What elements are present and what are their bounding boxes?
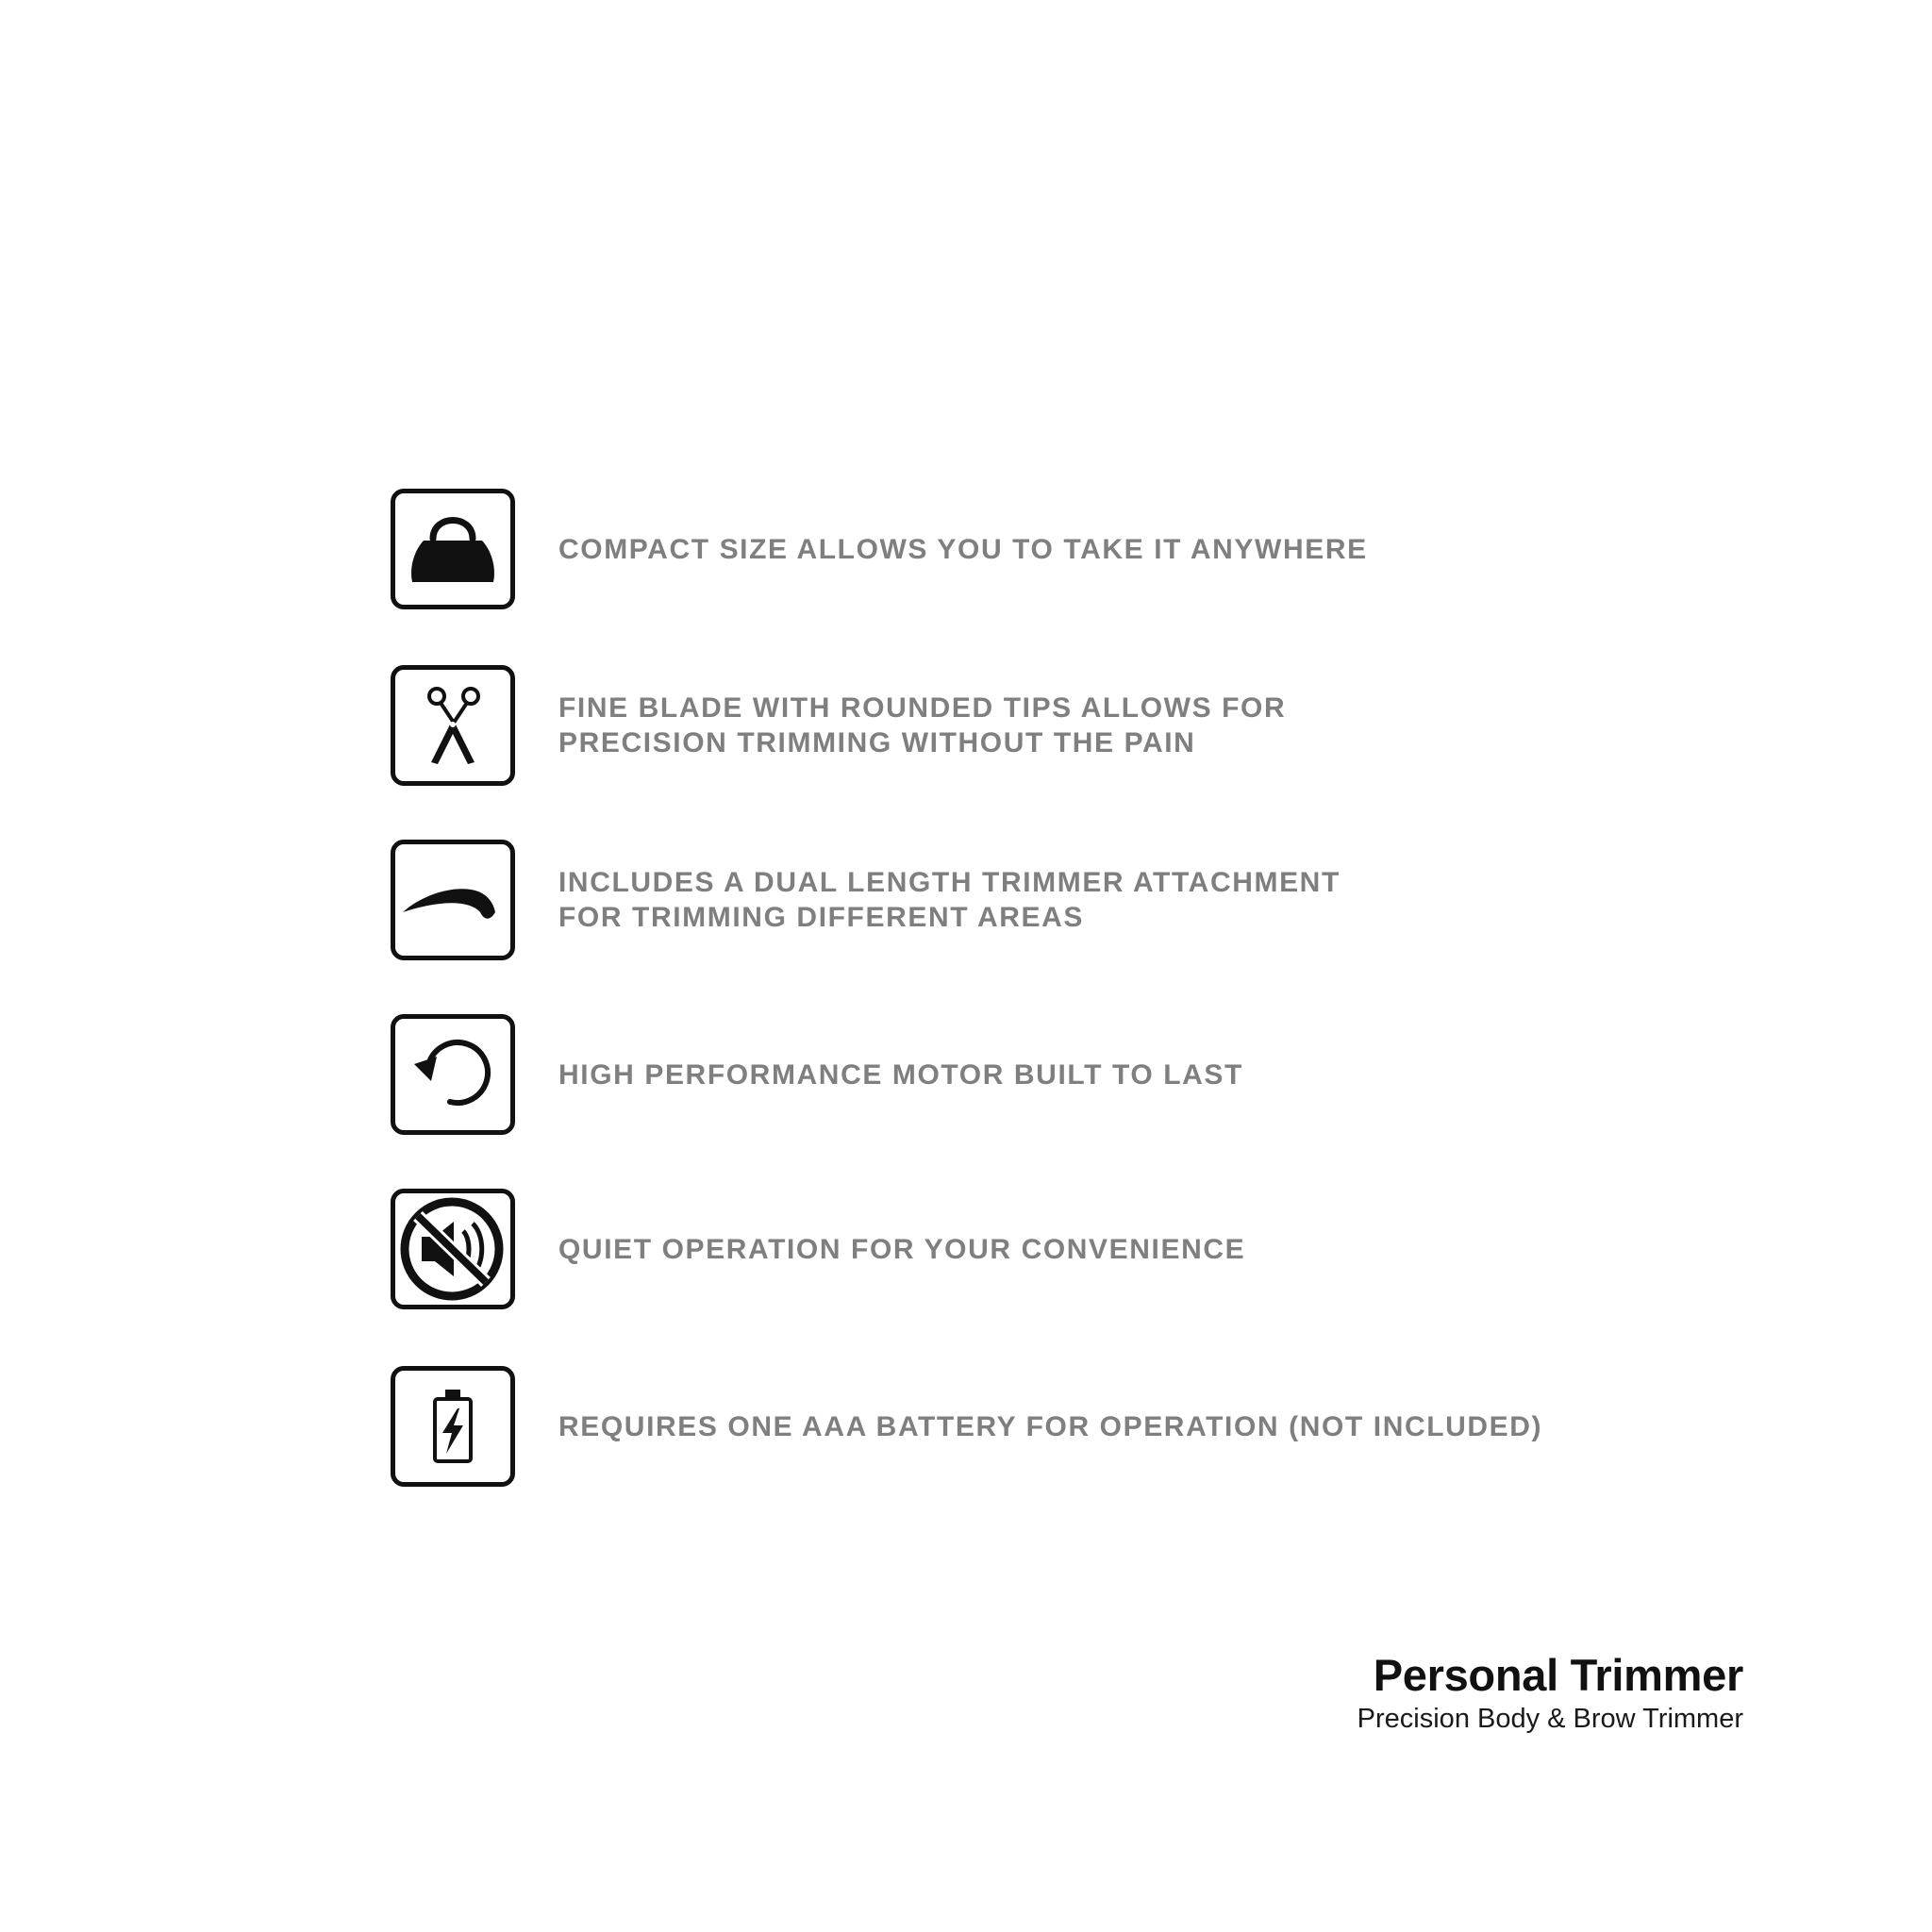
product-title: Personal Trimmer [1373, 1650, 1743, 1700]
feature-item-battery [391, 1366, 1711, 1494]
feature-text-line: PRECISION TRIMMING WITHOUT THE PAIN [558, 727, 1196, 758]
product-subtitle: Precision Body & Brow Trimmer [1357, 1704, 1743, 1734]
feature-text-line: INCLUDES A DUAL LENGTH TRIMMER ATTACHMENT [558, 867, 1341, 898]
feature-text-line: FOR TRIMMING DIFFERENT AREAS [558, 902, 1084, 933]
feature-text-line: HIGH PERFORMANCE MOTOR BUILT TO LAST [558, 1058, 1243, 1091]
rotate-arrow-icon [391, 1014, 515, 1135]
eyebrow-icon [391, 840, 515, 960]
feature-item-quiet [391, 1189, 1711, 1317]
handbag-icon [391, 489, 515, 609]
feature-item-motor [391, 1014, 1711, 1142]
feature-item-dual-length [391, 840, 1711, 968]
feature-item-fine-blade [391, 665, 1711, 793]
battery-icon [391, 1366, 515, 1487]
scissors-icon [391, 665, 515, 786]
feature-text-line: REQUIRES ONE AAA BATTERY FOR OPERATION (NOT INCLUDED) [558, 1410, 1543, 1442]
feature-text-line: COMPACT SIZE ALLOWS YOU TO TAKE IT ANYWHERE [558, 533, 1368, 565]
feature-text-line: FINE BLADE WITH ROUNDED TIPS ALLOWS FOR [558, 692, 1287, 724]
feature-text-line: QUIET OPERATION FOR YOUR CONVENIENCE [558, 1233, 1246, 1265]
feature-item-compact-size [391, 489, 1711, 617]
product-branding [1357, 1649, 1743, 1736]
mute-speaker-icon [391, 1189, 515, 1309]
